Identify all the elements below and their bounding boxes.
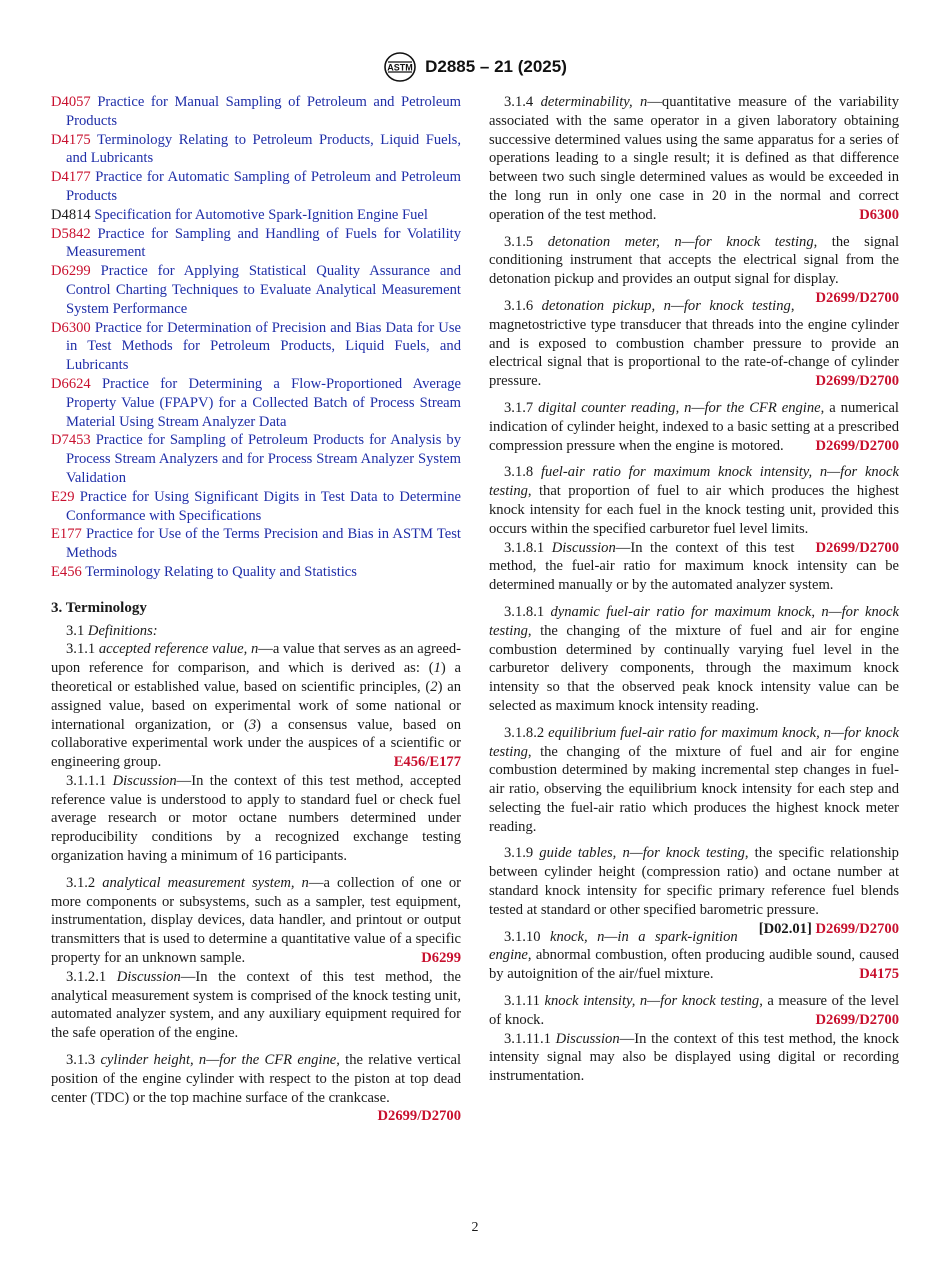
citation-link[interactable] [738,920,899,939]
discussion-3-1-8-1: 3.1.8.1 Discussion—In the context of this test method, the fuel-air ratio for maximum knock intensity can be determined manually or by the automated analyzer system. [489,539,899,594]
definitions-subheading: 3.1 Definitions: [66,622,158,639]
reference-item [51,563,461,582]
definition-3-1-1: 3.1.1 accepted reference value, n—a value that serves as an agreed-upon reference for comparison, and which is derived as: (1) a theoretical or established value, based on scientific principles, (2) an assigned value, based on experimental work of some national or international organization, or (3) a consensus value, based on collaborative experimental work under the auspices of a scientific or engineering group. E456/E177 [51,641,461,771]
reference-title[interactable]: Practice for Use of the Terms Precision and Bias in ASTM Test Methods [66,526,461,562]
citation-link[interactable]: E456/E177 [393,754,461,771]
discussion-3-1-1-1: 3.1.1.1 Discussion—In the context of this test method, accepted reference value is understood to apply to standard fuel or check fuel average research or motor octane numbers determined under reproducibility conditions by a recognized exchange testing organization having a minimum of 16 participants. [51,772,461,865]
reference-title[interactable]: Practice for Applying Statistical Quality Assurance and Control Charting Techniques to Evaluate Analytical Measurement System Performance [66,263,461,317]
reference-code[interactable]: D6299 [51,263,91,280]
reference-item [51,488,461,526]
definition-3-1-2: 3.1.2 analytical measurement system, n—a collection of one or more components or subsystems, such as a sampler, test equipment, instrumentation, display devices, data handler, and printout or output transmitters that is used to determine a quantitative value of a specific property for an unknown sample. D6299 [51,874,461,967]
definition-3-1-5: 3.1.5 detonation meter, n—for knock testing, the signal conditioning instrument that accepts the electrical signal from the detonation pickup and provides an output signal for display. D2699/D2700 [489,233,899,306]
reference-item [51,93,461,131]
section-heading: 3. Terminology [51,599,147,616]
astm-logo-icon [383,51,417,83]
discussion-3-1-2-1: 3.1.2.1 Discussion—In the context of this test method, the analytical measurement system is comprised of the knock testing unit, automated analyzer system, and any auxiliary equipment required for the safe operation of the engine. [51,968,461,1042]
reference-item [51,225,461,263]
discussion-3-1-11-1: 3.1.11.1 Discussion—In the context of this test method, the knock intensity signal may also be displayed using digital or recording instrumentation. [489,1030,899,1085]
definition-3-1-10: 3.1.10 knock, n—in a spark-ignition engine, abnormal combustion, often producing audible sound, caused by autoignition of the air/fuel mixture. D4175 [489,928,899,983]
page-header [0,50,950,84]
reference-code[interactable]: D7453 [51,432,91,449]
definition-3-1-8: 3.1.8 fuel-air ratio for maximum knock intensity, n—for knock testing, that proportion of fuel to air which produces the highest knock intensity for each fuel in the knock testing unit, provided this occurs within the specified carburetor fuel level limits. D2699/D2700 [489,464,899,556]
definition-3-1-7: 3.1.7 digital counter reading, n—for the CFR engine, a numerical indication of cylinder height, indexed to a basic setting at a prescribed compression pressure when the engine is motored. D2699/D2700 [489,399,899,454]
citation-link[interactable]: D6299 [421,950,461,967]
reference-code[interactable]: E456 [51,563,82,580]
reference-code[interactable]: D4057 [51,94,91,110]
reference-title[interactable]: Practice for Using Significant Digits in Test Data to Determine Conformance with Specifications [66,488,461,524]
reference-title[interactable]: Practice for Determining a Flow-Proportioned Average Property Value (FPAPV) for a Collected Batch of Process Stream Material Using Stream Analyzer Data [66,375,461,430]
reference-item [51,206,461,225]
reference-code[interactable]: D5842 [51,225,91,242]
reference-item [51,375,461,431]
reference-list [51,93,461,582]
definition-3-1-9: 3.1.9 guide tables, n—for knock testing, the specific relationship between cylinder height (compression ratio) and octane number at standard knock intensity for specific primary reference fuel blends tested at standard or other specified barometric pressure. [D02.01] D2699/D2700 [489,845,899,937]
right-column [489,93,899,1086]
citation-link[interactable]: D6300 [859,206,899,223]
reference-code[interactable]: D6624 [51,375,91,392]
reference-title[interactable]: Specification for Automotive Spark-Ignition Engine Fuel [94,206,428,223]
citation-code[interactable]: D2699/D2700 [815,920,899,937]
page-number: 2 [471,1220,479,1235]
citation-link[interactable]: D2699/D2700 [377,1108,461,1125]
citation-link[interactable]: D2699/D2700 [815,437,899,454]
reference-item [51,319,461,375]
reference-item [51,262,461,318]
definition-3-1-4: 3.1.4 determinability, n—quantitative measure of the variability associated with the same operator in a given laboratory obtaining successive determined values using the same apparatus for a series of operations leading to a single result; it is defined as that difference between two such single determined values as would be exceeded in the long run in only one case in 20 in the normal and correct operation of the test method. D6300 [489,94,899,223]
reference-item [51,131,461,169]
definition-3-1-6: 3.1.6 detonation pickup, n—for knock testing, magnetostrictive type transducer that threads into the engine cylinder and is exposed to combustion chamber pressure to provide an electrical signal that is proportional to the rate-of-change of cylinder pressure. D2699/D2700 [489,297,899,390]
left-column [51,93,461,1126]
reference-item [51,525,461,563]
reference-title[interactable]: Practice for Determination of Precision and Bias Data for Use in Test Methods for Petroleum Products, Liquid Fuels, and Lubricants [66,319,461,374]
reference-title[interactable]: Terminology Relating to Petroleum Products, Liquid Fuels, and Lubricants [66,131,462,167]
reference-title[interactable]: Practice for Manual Sampling of Petroleum and Petroleum Products [66,94,461,129]
reference-item [51,431,461,487]
citation-link[interactable]: D4175 [859,966,899,983]
reference-title[interactable]: Practice for Sampling of Petroleum Products for Analysis by Process Stream Analyzers and for Process Stream Analyzer System Validation [66,432,461,486]
definition-3-1-8-2: 3.1.8.2 equilibrium fuel-air ratio for maximum knock, n—for knock testing, the changing of the mixture of fuel and air for engine combustion determined by making incremental step changes in fuel-air ratio, observing the equilibrium knock intensity for each step and selecting the fuel-air ratio which produces the highest knock meter reading. [489,724,899,835]
reference-code[interactable]: D4177 [51,169,91,186]
reference-code[interactable]: D6300 [51,319,91,336]
citation-link[interactable]: D2699/D2700 [815,539,899,556]
reference-code[interactable]: E29 [51,488,75,505]
committee-code: [D02.01] [758,920,812,937]
reference-title[interactable]: Terminology Relating to Quality and Statistics [85,563,357,580]
definition-3-1-3: 3.1.3 cylinder height, n—for the CFR engine, the relative vertical position of the engine cylinder with respect to the piston at top dead center (TDC) or the top machine surface of the crankcase. D2699/D2700 [51,1052,462,1125]
document-id: D2885 – 21 (2025) [425,57,567,76]
reference-code[interactable]: D4175 [51,131,91,148]
reference-code: D4814 [51,206,91,223]
reference-item [51,168,461,206]
citation-link[interactable]: D2699/D2700 [815,1011,899,1028]
citation-link[interactable]: D2699/D2700 [815,373,899,390]
reference-code[interactable]: E177 [51,526,82,543]
definition-3-1-11: 3.1.11 knock intensity, n—for knock testing, a measure of the level of knock. D2699/D2700 [489,993,899,1028]
reference-title[interactable]: Practice for Automatic Sampling of Petroleum and Petroleum Products [66,169,461,204]
citation-link[interactable]: D2699/D2700 [815,289,899,306]
definition-3-1-8-1: 3.1.8.1 dynamic fuel-air ratio for maximum knock, n—for knock testing, the changing of the mixture of fuel and air for engine combustion determined by continually varying fuel level in the carburetor delivery components, through the maximum knock intensity so that the observed peak knock intensity value can be selected as maximum knock intensity reading. [489,603,899,714]
reference-title[interactable]: Practice for Sampling and Handling of Fuels for Volatility Measurement [66,225,461,261]
svg-text:ASTM: ASTM [387,62,413,73]
